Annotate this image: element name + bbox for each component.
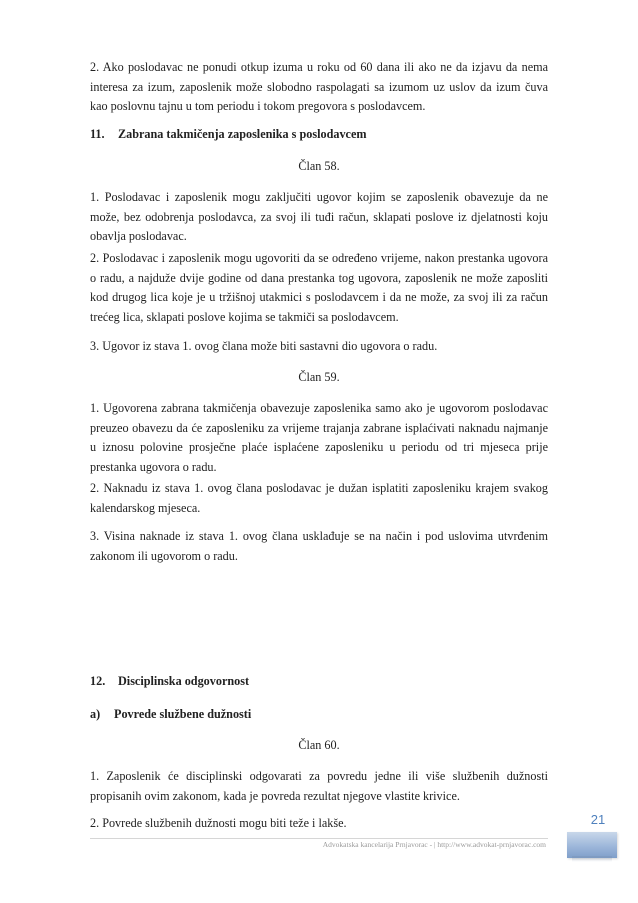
paragraph-60-1: 1. Zaposlenik će disciplinski odgovarati za povredu jedne ili više službenih dužnosti propisanih ovim zakonom, kada je povreda rezultat njegove vlastite krivice.: [90, 769, 548, 803]
article-title-59: Član 59.: [298, 370, 340, 384]
paragraph-58-2: 2. Poslodavac i zaposlenik mogu ugovoriti da se određeno vrijeme, nakon prestanka ugovora o radu, a najduže dvije godine od dana prestanka tog ugovora, zaposlenik ne može zaposliti kod drugog lica koje je u tržišnoj utakmici s poslodavcem i da ne može, za svoj ili za račun trećeg lica, sklapati poslove kojima se takmiči sa poslodavcem.: [90, 251, 548, 324]
subsection-letter: a): [90, 707, 101, 721]
section-number: 12.: [90, 674, 106, 688]
article-title-58: Član 58.: [298, 159, 340, 173]
section-title: Zabrana takmičenja zaposlenika s poslodavcem: [118, 127, 367, 141]
paragraph-59-1: 1. Ugovorena zabrana takmičenja obavezuje zaposlenika samo ako je ugovorom poslodavac preuzeo obavezu da će zaposleniku za vrijeme trajanja zabrane isplaćivati naknadu najmanje u iznosu polovine prosječne plaće isplaćene zaposleniku u periodu od tri mjeseca prije prestanka ugovora o radu.: [90, 401, 548, 474]
section-number: 11.: [90, 127, 105, 141]
paragraph-57-2: 2. Ako poslodavac ne ponudi otkup izuma u roku od 60 dana ili ako ne da izjavu da nema interesa za izum, zaposlenik može slobodno raspolagati sa izumom uz uslov da izum čuva kao poslovnu tajnu u tom periodu i tokom pregovora s poslodavcem.: [90, 60, 548, 114]
page-number: 21: [590, 812, 606, 827]
section-heading-12: [90, 672, 249, 692]
page-tab-shadow: [572, 856, 612, 862]
subsection-heading-a: [90, 705, 251, 725]
paragraph-58-3: 3. Ugovor iz stava 1. ovog člana može biti sastavni dio ugovora o radu.: [90, 339, 438, 353]
subsection-title: Povrede službene dužnosti: [114, 707, 252, 721]
paragraph-58-1: 1. Poslodavac i zaposlenik mogu zaključiti ugovor kojim se zaposlenik obavezuje da ne može, bez odobrenja poslodavca, za svoj ili tuđi račun, sklapati poslove iz djelatnosti koju obavlja poslodavac.: [90, 190, 548, 244]
paragraph-60-2: 2. Povrede službenih dužnosti mogu biti teže i lakše.: [90, 816, 347, 830]
section-title: Disciplinska odgovornost: [118, 674, 250, 688]
section-heading-11: [90, 125, 367, 145]
article-title-60: Član 60.: [298, 738, 340, 752]
paragraph-59-2: 2. Naknadu iz stava 1. ovog člana poslodavac je dužan isplatiti zaposleniku krajem svakog kalendarskog mjeseca.: [90, 481, 548, 515]
footer-text: Advokatska kancelarija Prnjavorac - | http://www.advokat-prnjavorac.com: [322, 840, 546, 849]
paragraph-59-3: 3. Visina naknade iz stava 1. ovog člana usklađuje se na način i pod uslovima utvrđenim zakonom ili ugovorom o radu.: [90, 529, 548, 563]
page-tab-decoration: [567, 832, 617, 858]
footer-divider: [90, 838, 548, 839]
